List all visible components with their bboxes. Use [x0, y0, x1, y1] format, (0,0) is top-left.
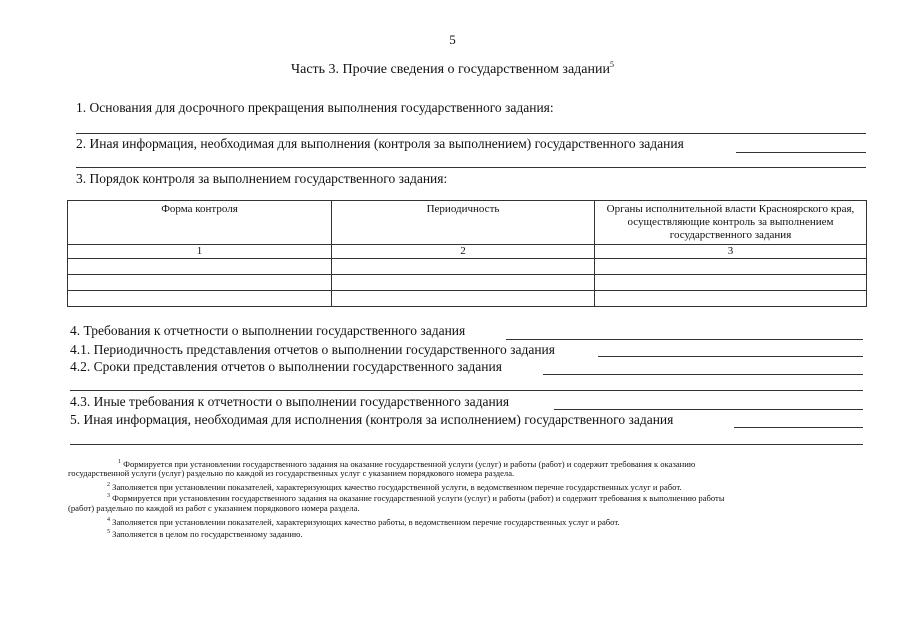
- table-cell[interactable]: [595, 259, 867, 275]
- table-cell[interactable]: [332, 259, 595, 275]
- section-4-3: 4.3. Иные требования к отчетности о выполнении государственного задания: [70, 394, 510, 409]
- section-4-3-fill-line: [554, 409, 863, 410]
- page-title: [0, 60, 905, 78]
- section-2-fill-line-2: [76, 167, 866, 168]
- section-5: 5. Иная информация, необходимая для исполнения (контроля за исполнением) государственного задания: [70, 412, 674, 427]
- section-2: 2. Иная информация, необходимая для выполнения (контроля за выполнением) государственного задания: [76, 136, 684, 151]
- control-table-header-periodicity: Периодичность: [332, 201, 595, 245]
- control-table-number-row: [68, 245, 867, 259]
- section-4-2: 4.2. Сроки представления отчетов о выполнении государственного задания: [70, 359, 502, 374]
- table-cell[interactable]: [68, 291, 332, 307]
- control-table-header-form: Форма контроля: [68, 201, 332, 245]
- table-row: [68, 275, 867, 291]
- footnote-1-cont: государственной услуги (услуг) раздельно по каждой из государственных услуг с указанием порядкового номера раздела.: [68, 468, 515, 478]
- section-4-fill-line: [506, 339, 863, 340]
- table-cell[interactable]: [595, 275, 867, 291]
- section-1: 1. Основания для досрочного прекращения выполнения государственного задания:: [76, 100, 554, 115]
- control-table: [67, 200, 867, 307]
- control-table-header-row: [68, 201, 867, 245]
- page-number: 5: [449, 32, 456, 47]
- section-4-2-fill-line-2: [70, 390, 863, 391]
- section-4: 4. Требования к отчетности о выполнении государственного задания: [70, 323, 466, 338]
- control-table-col-number: 1: [68, 245, 332, 259]
- footnote-1: $^1$ Формируется при установлении государственного задания на оказание государственной услуги (услуг) и работы (работ) и содержит требования к оказанию: [118, 459, 696, 469]
- table-cell[interactable]: [595, 291, 867, 307]
- section-1-fill-line: [76, 133, 866, 134]
- title-text: Часть 3. Прочие сведения о государственном задании: [291, 62, 610, 77]
- section-5-fill-line: [734, 427, 863, 428]
- section-3: 3. Порядок контроля за выполнением государственного задания:: [76, 171, 448, 186]
- section-4-1-fill-line: [598, 356, 863, 357]
- footnote-2: $^2$ Заполняется при установлении показателей, характеризующих качество государственной услуги, в ведомственном перечне государственных услуг и работ.: [107, 482, 682, 492]
- table-cell[interactable]: [332, 291, 595, 307]
- section-2-fill-line: [736, 152, 866, 153]
- footnote-3-cont: (работ) раздельно по каждой из работ с указанием порядкового номера раздела.: [68, 503, 360, 513]
- table-row: [68, 291, 867, 307]
- title-footnote-mark: 5: [610, 60, 614, 69]
- section-4-1: 4.1. Периодичность представления отчетов о выполнении государственного задания: [70, 342, 555, 357]
- table-cell[interactable]: [332, 275, 595, 291]
- footnote-4: $^4$ Заполняется при установлении показателей, характеризующих качество работы, в ведомственном перечне государственных услуг и работ.: [107, 517, 620, 527]
- control-table-col-number: 3: [595, 245, 867, 259]
- table-cell[interactable]: [68, 259, 332, 275]
- control-table-header-authorities: Органы исполнительной власти Красноярского края, осуществляющие контроль за выполнением государственного задания: [595, 201, 867, 245]
- footnote-5: $^5$ Заполняется в целом по государственному заданию.: [107, 529, 303, 539]
- section-5-fill-line-2: [70, 444, 863, 445]
- table-cell[interactable]: [68, 275, 332, 291]
- control-table-col-number: 2: [332, 245, 595, 259]
- footnote-3: $^3$ Формируется при установлении государственного задания на оказание государственной услуги (услуг) и работы (работ) и содержит требования к выполнению работы: [107, 493, 725, 503]
- section-4-2-fill-line: [543, 374, 863, 375]
- table-row: [68, 259, 867, 275]
